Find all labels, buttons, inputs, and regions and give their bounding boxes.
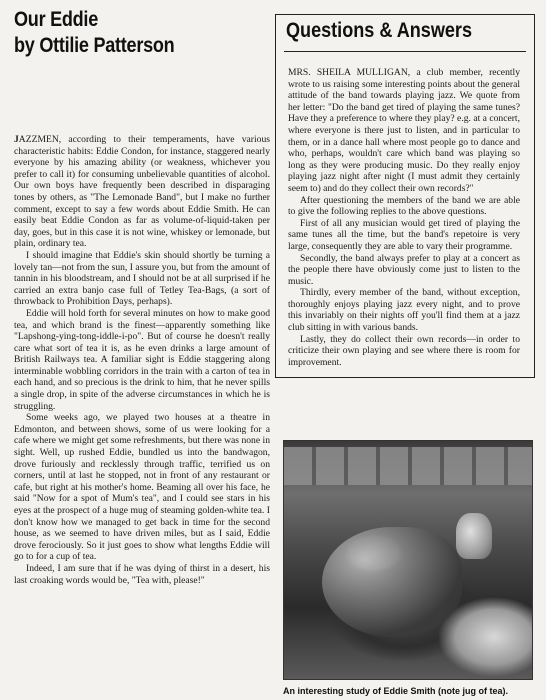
article-headline: Our Eddie <box>14 8 98 31</box>
qa-body <box>288 67 520 368</box>
qa-divider <box>284 51 526 52</box>
photo-caption: An interesting study of Eddie Smith (note jug of tea). <box>283 686 508 696</box>
reclining-figure-shape <box>322 527 462 637</box>
tea-jug-shape <box>456 513 492 559</box>
qa-paragraph: Thirdly, every member of the band, without exception, thoroughly enjoys playing jazz every night, and to prove this invariably on their nights off you'll find them at a jazz club sitting in with various bands. <box>288 287 520 334</box>
article-paragraph: I should imagine that Eddie's skin should shortly be turning a lovely tan—not from the sun, I assure you, but from the amount of tannin in his bloodstream, and I should not be at all surprised if he carried an extra banjo case full of Tetley Tea-Bags, (a sort of throwback to Prohibition Days, perhaps). <box>14 249 270 308</box>
questions-answers-box <box>275 14 535 378</box>
qa-paragraph: After questioning the members of the band we are able to give the following replies to the above questions. <box>288 194 520 218</box>
article-paragraph: Eddie will hold forth for several minutes on how to make good tea, and which brand is the finest—apparently something like "Lapshong-ying-tong-iddle-i-po". But of course he doesn't really care what sort of tea it is, as he even drinks a large amount of British Railways tea. A familiar sight is Eddie staggering along interminable wobbling corridors in the train with a carton of tea in each hand, and so precious is the drink to him, that he never spills a single drop, in spite of the adverse circumstances in which he is struggling. <box>14 307 270 412</box>
qa-paragraph: Secondly, the band always prefer to play at a concert as the people there have obviously come just to listen to the music. <box>288 252 520 287</box>
qa-title: Questions & Answers <box>286 19 473 42</box>
article-body <box>14 134 270 586</box>
article-our-eddie <box>14 8 270 696</box>
eddie-smith-photo <box>283 440 533 680</box>
qa-paragraph: Lastly, they do collect their own records—in order to criticize their own playing and see where there is room for improvement. <box>288 333 520 368</box>
qa-paragraph: MRS. SHEILA MULLIGAN, a club member, recently wrote to us raising some interesting points about the general attitude of the band towards playing jazz. We quote from her letter: "Do the band get tired of playing the same tunes? Have they a preference to where they play? e.g. at a concert, where everyone is there just to listen, and in particular to them, or in a dance hall where most people go to dance and who, perhaps, wouldn't care which band was playing so long as they were producing music. Do they really enjoy playing jazz night after night (I must admit they certainly seem to) and do they collect their own records?" <box>288 67 520 194</box>
train-window-shape <box>284 447 532 485</box>
article-paragraph: JAZZMEN, according to their temperaments, have various characteristic habits: Eddie Condon, for instance, staggered nearly everyone by his amazing ability (or weakness, whichever you prefer to call it) for consuming unbelievable quantities of alcohol. Our own boys have frequently been described in disparaging tones by others, as "The Lemonade Band", but I make no further comment, except to say a few words about Eddie Smith. He can easily beat Eddie Condon as far as volume-of-liquid-taken per day, goes, but in this case it is not wine, whiskey or lemonade, but plain, ordinary tea. <box>14 134 270 250</box>
article-paragraph: Some weeks ago, we played two houses at a theatre in Edmonton, and between shows, some of us were looking for a cafe where we might get some refreshments, but there was none in sight. Well, up rushed Eddie, bundled us into the bandwagon, drove furiously and recklessly through traffic, terrified us on corners, until at last he stopped, not in front of any restaurant or cafe, but right at his mother's home. Beaming all over his face, he said "Now for a spot of Mum's tea", and I could see stars in his eyes at the prospect of a huge mug of steaming golden-white tea. I don't know how we managed to get back in time for the second house, as we seemed to have driven miles, but as I said, Eddie drove ferociously. So it just goes to show what lengths Eddie will go to for a cup of tea. <box>14 412 270 563</box>
article-paragraph: Indeed, I am sure that if he was dying of thirst in a desert, his last croaking words would be, "Tea with, please!" <box>14 562 270 586</box>
article-byline: by Ottilie Patterson <box>14 34 175 57</box>
qa-paragraph: First of all any musician would get tired of playing the same tunes all the time, but the band's repetoire is very large, consequently they are able to vary their programme. <box>288 217 520 252</box>
